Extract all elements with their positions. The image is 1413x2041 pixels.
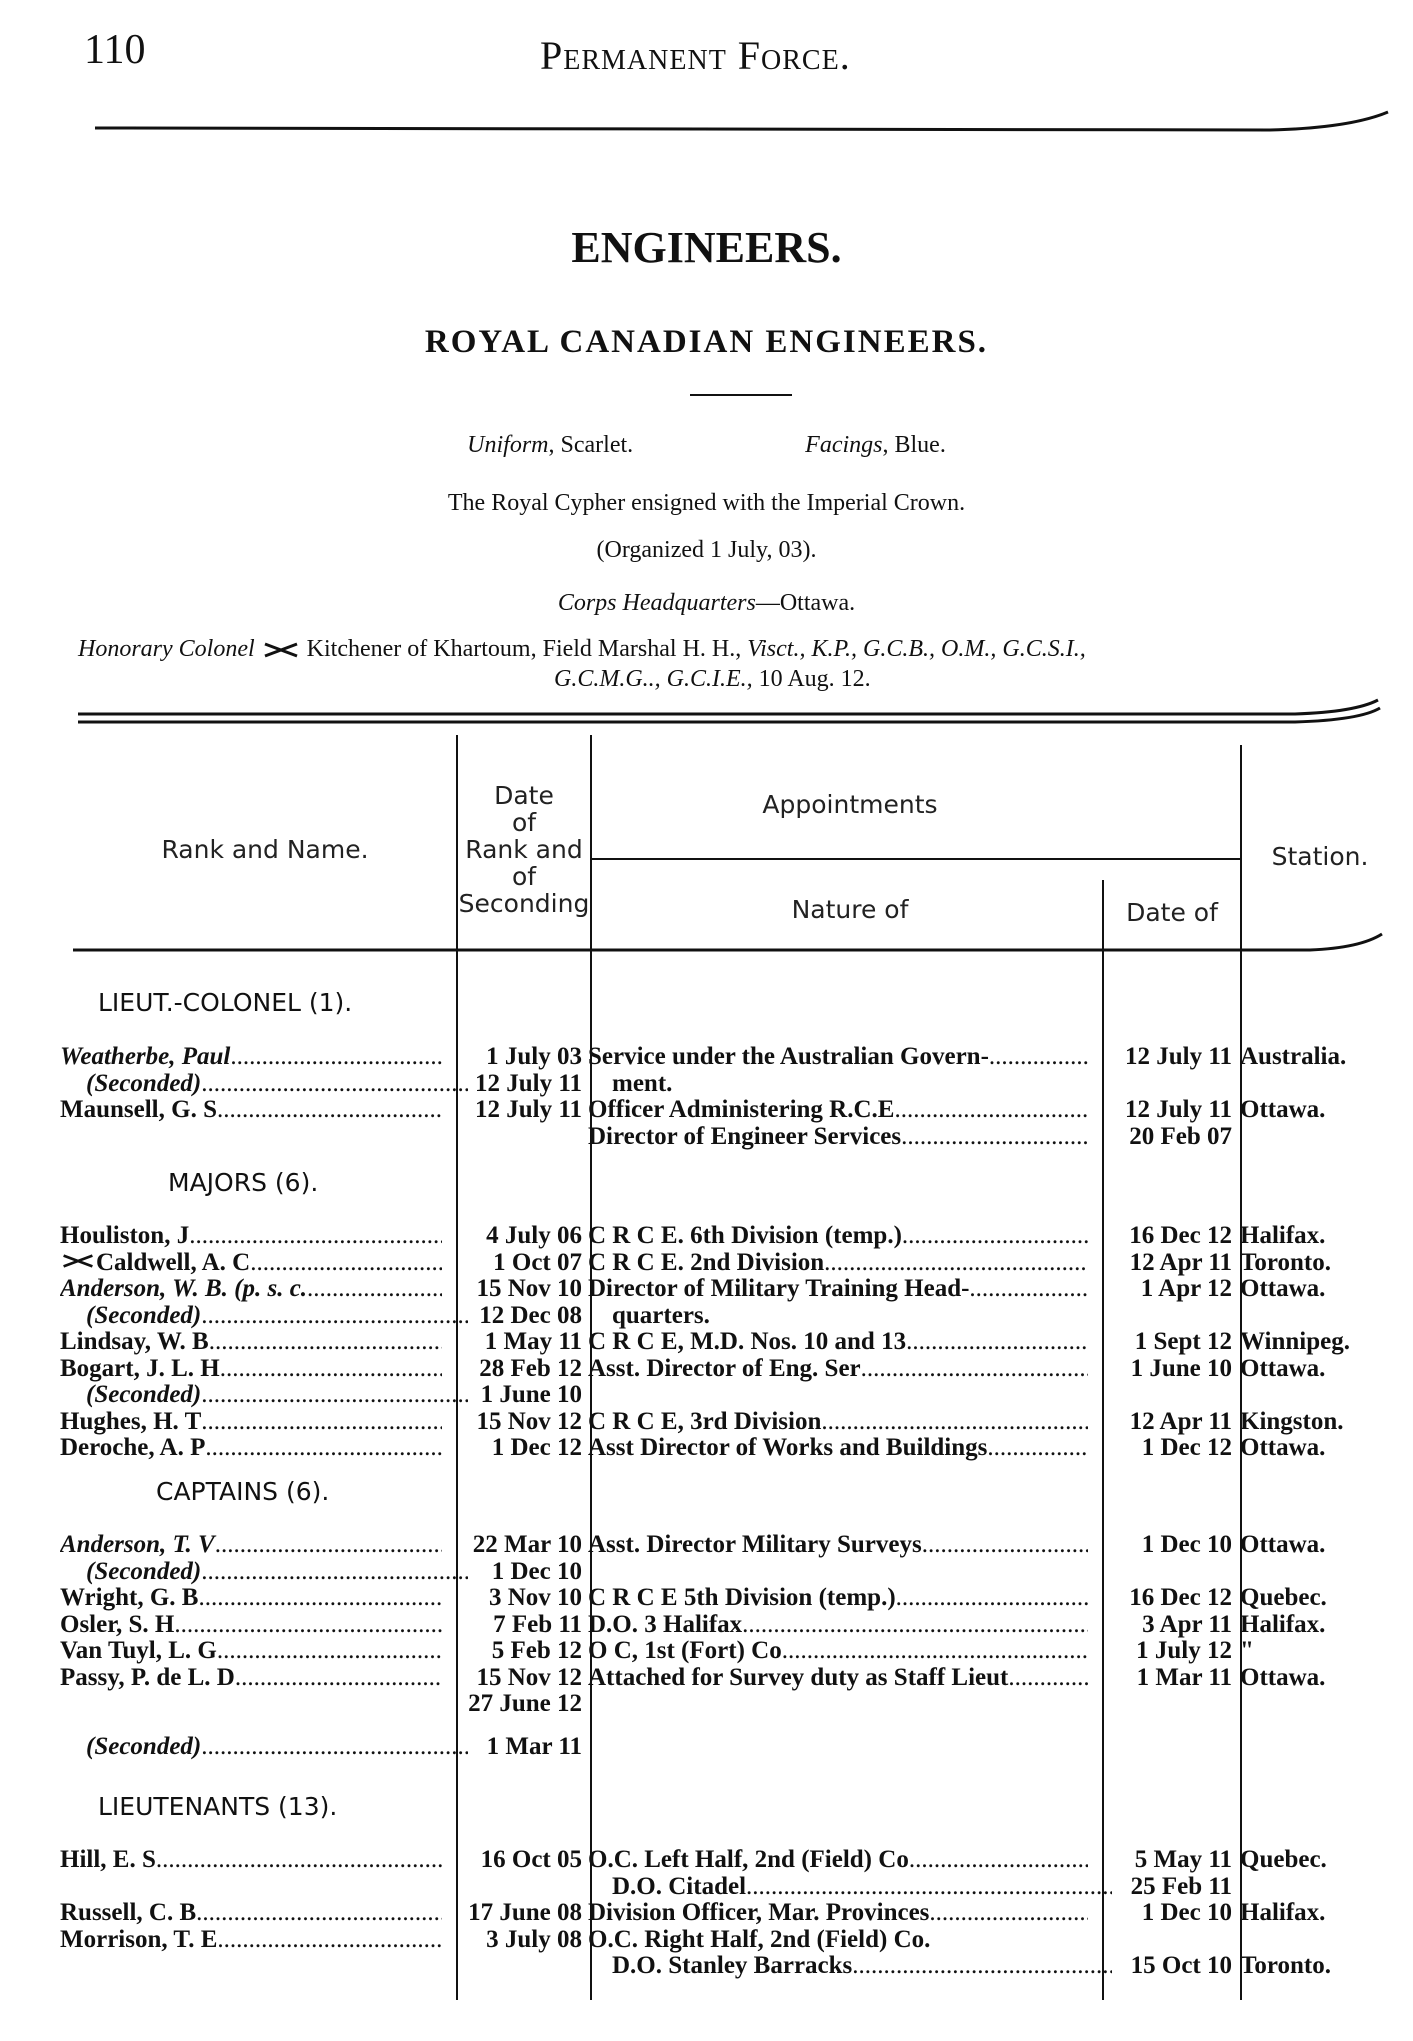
station: Halifax. <box>1240 1611 1326 1638</box>
officer-name: Deroche, A. P ..... <box>60 1434 442 1462</box>
station: Australia. <box>1240 1043 1347 1070</box>
table-row <box>0 1043 1413 1069</box>
appointment-date: 5 May 11 <box>1134 1846 1232 1873</box>
appointment-nature: Asst. Director of Eng. Ser ..... <box>588 1355 1088 1383</box>
officer-name: Anderson, W. B. (p. s. c. ..... <box>60 1275 442 1303</box>
table-row <box>0 1558 1413 1584</box>
appointment-date: 1 Dec 12 <box>1141 1434 1232 1461</box>
table-row <box>0 1899 1413 1925</box>
table-row <box>0 1222 1413 1248</box>
table-row <box>0 1434 1413 1460</box>
rank-date: 1 Mar 11 <box>486 1733 582 1760</box>
table-row <box>0 1408 1413 1434</box>
officer-name: (Seconded) ..... <box>60 1302 468 1330</box>
officer-name: Anderson, T. V ..... <box>60 1531 442 1559</box>
officer-name: Van Tuyl, L. G ..... <box>60 1637 442 1665</box>
table-row <box>0 1123 1413 1149</box>
station: Ottawa. <box>1240 1275 1326 1302</box>
appointment-nature: Division Officer, Mar. Provinces ..... <box>588 1899 1088 1927</box>
appointment-date: 12 July 11 <box>1125 1096 1232 1123</box>
rank-date: 3 Nov 10 <box>488 1584 582 1611</box>
table-row <box>0 1381 1413 1407</box>
table-row <box>0 1926 1413 1952</box>
officer-name: Morrison, T. E ..... <box>60 1926 442 1954</box>
rank-date: 16 Oct 05 <box>480 1846 582 1873</box>
table-top-rule <box>75 694 1385 734</box>
section-heading: MAJORS (6). <box>168 1168 319 1197</box>
appointment-date: 12 Apr 11 <box>1129 1408 1232 1435</box>
appointment-nature: O C, 1st (Fort) Co ..... <box>588 1637 1088 1665</box>
appointment-nature: Director of Military Training Head- ..... <box>588 1275 1088 1303</box>
rank-date: 27 June 12 <box>468 1690 582 1717</box>
appointment-nature: ment. <box>612 1070 673 1097</box>
cypher-line: The Royal Cypher ensigned with the Imperial Crown. <box>447 490 966 516</box>
table-row <box>0 1096 1413 1122</box>
rank-date: 5 Feb 12 <box>491 1637 582 1664</box>
appointment-nature: D.O. Citadel ..... <box>588 1873 1112 1901</box>
running-title: Permanent Force. <box>540 33 851 78</box>
header-rule <box>90 110 1390 140</box>
appointment-date: 1 June 10 <box>1130 1355 1232 1382</box>
rank-date: 4 July 06 <box>486 1222 582 1249</box>
table-row <box>0 1531 1413 1557</box>
table-row <box>0 1355 1413 1381</box>
rank-date: 7 Feb 11 <box>493 1611 582 1638</box>
appointment-nature: C R C E. 6th Division (temp.) ..... <box>588 1222 1088 1250</box>
station: " <box>1240 1637 1254 1664</box>
header-date-of: Date of <box>1126 898 1218 927</box>
regiment-title: ROYAL CANADIAN ENGINEERS. <box>424 324 989 360</box>
header-bottom-rule <box>70 930 1390 970</box>
appointment-nature: D.O. Stanley Barracks ..... <box>588 1952 1112 1980</box>
appointment-date: 20 Feb 07 <box>1129 1123 1232 1150</box>
table-row <box>0 1664 1413 1690</box>
officer-name: (Seconded) ..... <box>60 1558 468 1586</box>
crossed-swords-icon <box>261 640 301 660</box>
rank-date: 15 Nov 10 <box>476 1275 582 1302</box>
station: Ottawa. <box>1240 1664 1326 1691</box>
rank-date: 15 Nov 12 <box>476 1664 582 1691</box>
station: Halifax. <box>1240 1222 1326 1249</box>
appointment-nature: Officer Administering R.C.E ..... <box>588 1096 1088 1124</box>
station: Toronto. <box>1240 1952 1332 1979</box>
rank-date: 28 Feb 12 <box>479 1355 582 1382</box>
appointment-date: 1 Mar 11 <box>1136 1664 1232 1691</box>
station: Kingston. <box>1240 1408 1344 1435</box>
station: Toronto. <box>1240 1249 1332 1276</box>
appointment-date: 1 Dec 10 <box>1141 1531 1232 1558</box>
station: Winnipeg. <box>1240 1328 1350 1355</box>
officer-name: Caldwell, A. C ..... <box>60 1249 442 1277</box>
appointment-nature: C R C E 5th Division (temp.) ..... <box>588 1584 1088 1612</box>
officer-name: (Seconded) ..... <box>60 1733 468 1761</box>
rank-date: 17 June 08 <box>468 1899 582 1926</box>
table-row <box>0 1846 1413 1872</box>
table-row <box>0 1952 1413 1978</box>
appointment-nature: Asst Director of Works and Buildings ..... <box>588 1434 1088 1462</box>
station: Quebec. <box>1240 1584 1327 1611</box>
rank-date: 1 May 11 <box>484 1328 582 1355</box>
appointment-date: 16 Dec 12 <box>1129 1584 1232 1611</box>
rank-date: 1 Oct 07 <box>493 1249 582 1276</box>
appointment-nature: C R C E. 2nd Division ..... <box>588 1249 1088 1277</box>
rank-date: 12 Dec 08 <box>479 1302 582 1329</box>
appointment-nature: C R C E, M.D. Nos. 10 and 13 ..... <box>588 1328 1088 1356</box>
section-heading: CAPTAINS (6). <box>156 1477 330 1506</box>
table-row <box>0 1249 1413 1275</box>
honorary-colonel: Honorary Colonel Kitchener of Khartoum, Field Marshal H. H., Visct., K.P., G.C.B., O.M., G.C.S.I., G.C.M.G.., G.C.I.E., 10 Aug. 12. <box>78 636 1086 692</box>
officer-name: (Seconded) ..... <box>60 1070 468 1098</box>
appointment-date: 1 July 12 <box>1136 1637 1232 1664</box>
appointment-date: 12 Apr 11 <box>1129 1249 1232 1276</box>
officer-name: Hill, E. S ..... <box>60 1846 442 1874</box>
officer-name: Lindsay, W. B ..... <box>60 1328 442 1356</box>
station: Ottawa. <box>1240 1096 1326 1123</box>
table-row <box>0 1070 1413 1096</box>
rank-date: 12 July 11 <box>475 1070 582 1097</box>
station: Quebec. <box>1240 1846 1327 1873</box>
appointment-date: 3 Apr 11 <box>1142 1611 1232 1638</box>
header-date-of-rank: Date of Rank and of Seconding <box>458 781 590 918</box>
officer-name: Osler, S. H ..... <box>60 1611 442 1639</box>
appointment-nature: Asst. Director Military Surveys ..... <box>588 1531 1088 1559</box>
rank-date: 3 July 08 <box>486 1926 582 1953</box>
station: Ottawa. <box>1240 1531 1326 1558</box>
officer-name: Houliston, J ..... <box>60 1222 442 1250</box>
appointment-nature: Service under the Australian Govern- ..... <box>588 1043 1088 1071</box>
organized-line: (Organized 1 July, 03). <box>596 537 817 563</box>
officer-name: Maunsell, G. S ..... <box>60 1096 442 1124</box>
table-row <box>0 1328 1413 1354</box>
appointment-nature: C R C E, 3rd Division ..... <box>588 1408 1088 1436</box>
station: Halifax. <box>1240 1899 1326 1926</box>
rank-date: 1 July 03 <box>486 1043 582 1070</box>
table-row <box>0 1733 1413 1759</box>
appointment-date: 1 Apr 12 <box>1140 1275 1232 1302</box>
uniform-line: Uniform, Scarlet. Facings, Blue. <box>467 432 946 458</box>
station: Ottawa. <box>1240 1434 1326 1461</box>
officer-name: Russell, C. B ..... <box>60 1899 442 1927</box>
appointments-rule <box>592 858 1240 860</box>
officer-name: Wright, G. B ..... <box>60 1584 442 1612</box>
short-divider <box>690 394 792 396</box>
appointment-nature: D.O. 3 Halifax ..... <box>588 1611 1088 1639</box>
headquarters-line: Corps Headquarters—Ottawa. <box>557 590 856 616</box>
page-title: ENGINEERS. <box>571 223 842 272</box>
header-station: Station. <box>1271 842 1369 871</box>
table-row <box>0 1275 1413 1301</box>
officer-name: (Seconded) ..... <box>60 1381 468 1409</box>
table-row <box>0 1584 1413 1610</box>
officer-name: Bogart, J. L. H ..... <box>60 1355 442 1383</box>
appointment-date: 25 Feb 11 <box>1130 1873 1232 1900</box>
officer-name: Weatherbe, Paul ..... <box>60 1043 442 1071</box>
section-heading: LIEUT.-COLONEL (1). <box>98 988 353 1017</box>
appointment-date: 1 Dec 10 <box>1141 1899 1232 1926</box>
officer-name: Passy, P. de L. D ..... <box>60 1664 442 1692</box>
header-nature-of: Nature of <box>791 895 909 924</box>
crossed-swords-icon <box>60 1252 96 1270</box>
appointment-date: 15 Oct 10 <box>1130 1952 1232 1979</box>
table-row <box>0 1637 1413 1663</box>
table-row <box>0 1873 1413 1899</box>
station: Ottawa. <box>1240 1355 1326 1382</box>
rank-date: 1 Dec 12 <box>491 1434 582 1461</box>
rank-date: 15 Nov 12 <box>476 1408 582 1435</box>
rank-date: 22 Mar 10 <box>472 1531 582 1558</box>
appointment-date: 16 Dec 12 <box>1129 1222 1232 1249</box>
appointment-nature: Attached for Survey duty as Staff Lieut ..... <box>588 1664 1088 1692</box>
header-rank-and-name: Rank and Name. <box>161 835 369 864</box>
appointment-date: 12 July 11 <box>1125 1043 1232 1070</box>
appointment-nature: O.C. Left Half, 2nd (Field) Co ..... <box>588 1846 1088 1874</box>
rank-date: 12 July 11 <box>475 1096 582 1123</box>
header-appointments: Appointments <box>762 790 938 819</box>
appointment-date: 1 Sept 12 <box>1134 1328 1232 1355</box>
rank-date: 1 June 10 <box>480 1381 582 1408</box>
page-number: 110 <box>84 27 146 73</box>
section-heading: LIEUTENANTS (13). <box>98 1792 338 1821</box>
appointment-nature: O.C. Right Half, 2nd (Field) Co. <box>588 1926 931 1953</box>
appointment-nature: Director of Engineer Services ..... <box>588 1123 1088 1151</box>
rank-date: 1 Dec 10 <box>491 1558 582 1585</box>
table-row <box>0 1302 1413 1328</box>
table-row <box>0 1611 1413 1637</box>
appointment-nature: quarters. <box>612 1302 710 1329</box>
officer-name: Hughes, H. T ..... <box>60 1408 442 1436</box>
table-row <box>0 1690 1413 1716</box>
